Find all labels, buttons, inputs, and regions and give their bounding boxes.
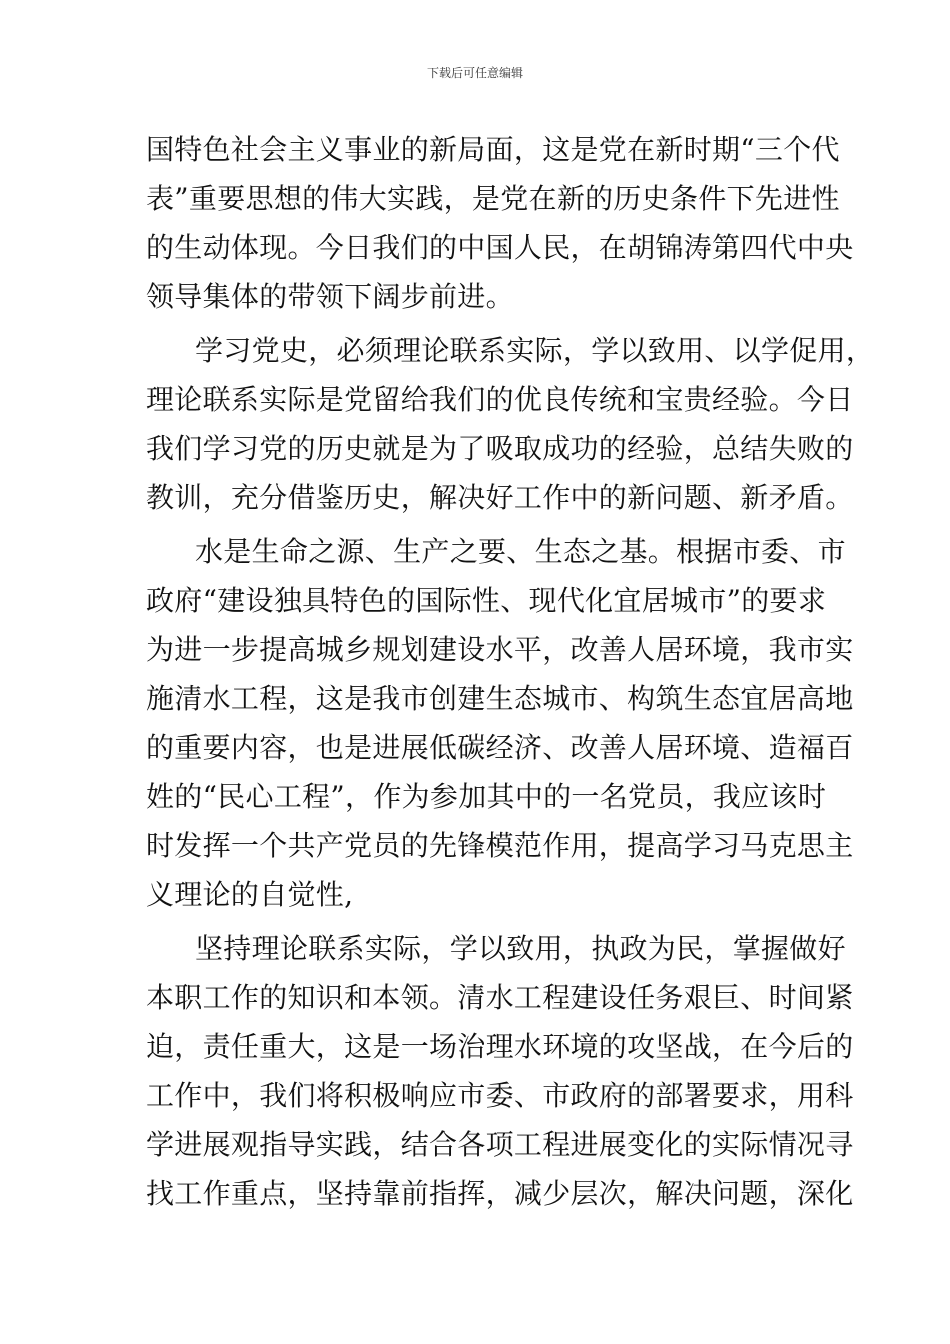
text-line: 我们学习党的历史就是为了吸取成功的经验，总结失败的 bbox=[146, 432, 854, 465]
text-line: 学进展观指导实践，结合各项工程进展变化的实际情况寻 bbox=[146, 1128, 854, 1161]
text-line: 政府“建设独具特色的国际性、现代化宜居城市”的要求 bbox=[146, 584, 827, 617]
text-line: 理论联系实际是党留给我们的优良传统和宝贵经验。今日 bbox=[146, 383, 854, 416]
paragraph-first-line: 坚持理论联系实际，学以致用，执政为民，掌握做好 bbox=[195, 932, 846, 965]
text-line: 本职工作的知识和本领。清水工程建设任务艰巨、时间紧 bbox=[146, 981, 854, 1014]
paragraph-first-line: 学习党史，必须理论联系实际，学以致用、以学促用， bbox=[195, 334, 875, 367]
text-line: 迫，责任重大，这是一场治理水环境的攻坚战，在今后的 bbox=[146, 1030, 854, 1063]
page-header: 下载后可任意编辑 bbox=[426, 66, 523, 80]
text-line: 找工作重点，坚持靠前指挥，减少层次，解决问题，深化 bbox=[146, 1177, 854, 1210]
text-line: 时发挥一个共产党员的先锋模范作用，提高学习马克思主 bbox=[146, 829, 854, 862]
text-line: 的重要内容，也是进展低碳经济、改善人居环境、造福百 bbox=[146, 731, 854, 764]
paragraph-first-line: 水是生命之源、生产之要、生态之基。根据市委、市 bbox=[195, 535, 846, 568]
text-line: 国特色社会主义事业的新局面，这是党在新时期“三个代 bbox=[146, 133, 840, 166]
text-line: 义理论的自觉性, bbox=[146, 878, 354, 911]
text-line: 为进一步提高城乡规划建设水平，改善人居环境，我市实 bbox=[146, 633, 854, 666]
text-line: 领导集体的带领下阔步前进。 bbox=[146, 280, 514, 313]
text-line: 表”重要思想的伟大实践，是党在新的历史条件下先进性 bbox=[146, 182, 840, 215]
text-line: 教训，充分借鉴历史，解决好工作中的新问题、新矛盾。 bbox=[146, 481, 854, 514]
text-line: 施清水工程，这是我市创建生态城市、构筑生态宜居高地 bbox=[146, 682, 854, 715]
text-line: 姓的“民心工程”，作为参加其中的一名党员，我应该时 bbox=[146, 780, 827, 813]
text-line: 工作中，我们将积极响应市委、市政府的部署要求，用科 bbox=[146, 1079, 854, 1112]
text-line: 的生动体现。今日我们的中国人民，在胡锦涛第四代中央 bbox=[146, 231, 854, 264]
